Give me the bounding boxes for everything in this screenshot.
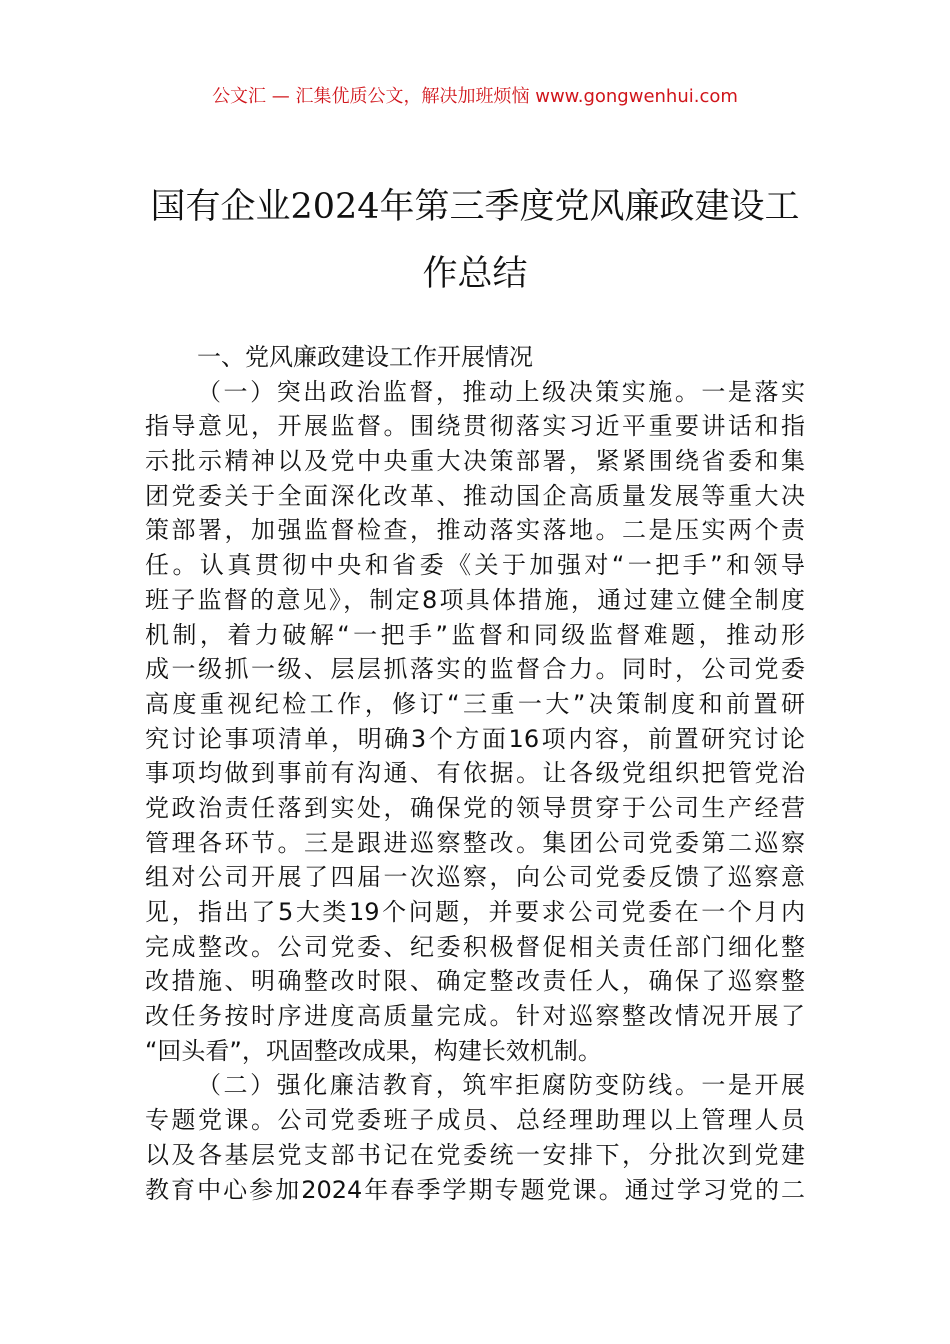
text-line: 见，指出了5大类19个问题，并要求公司党委在一个月内 <box>145 898 805 926</box>
text-line: （二）强化廉洁教育，筑牢拒腐防变防线。一是开展 <box>197 1071 805 1100</box>
text-line: 事项均做到事前有沟通、有依据。让各级党组织把管党治 <box>145 759 805 788</box>
text-line: 以及各基层党支部书记在党委统一安排下，分批次到党建 <box>145 1140 805 1169</box>
text-line: 完成整改。公司党委、纪委积极督促相关责任部门细化整 <box>145 932 805 961</box>
text-line: 党政治责任落到实处，确保党的领导贯穿于公司生产经营 <box>145 793 805 822</box>
text-line: 团党委关于全面深化改革、推动国企高质量发展等重大决 <box>145 481 805 510</box>
text-line: 成一级抓一级、层层抓落实的监督合力。同时，公司党委 <box>145 655 805 684</box>
text-line: 管理各环节。三是跟进巡察整改。集团公司党委第二巡察 <box>145 828 805 857</box>
section-heading: 一、党风廉政建设工作开展情况 <box>197 343 533 371</box>
watermark-header: 公文汇 — 汇集优质公文，解决加班烦恼 www.gongwenhui.com <box>212 86 738 107</box>
text-line: 策部署，加强监督检查，推动落实落地。二是压实两个责 <box>145 516 805 545</box>
paragraph <box>145 375 805 1069</box>
text-line: 教育中心参加2024年春季学期专题党课。通过学习党的二 <box>145 1175 805 1204</box>
text-line: 专题党课。公司党委班子成员、总经理助理以上管理人员 <box>145 1106 805 1135</box>
title-line: 作总结 <box>422 254 528 294</box>
text-line: 究讨论事项清单，明确3个方面16项内容，前置研究讨论 <box>145 724 805 753</box>
text-line: 改任务按时序进度高质量完成。针对巡察整改情况开展了 <box>145 1002 805 1031</box>
text-line: 组对公司开展了四届一次巡察，向公司党委反馈了巡察意 <box>145 863 805 892</box>
text-line: 班子监督的意见》，制定8项具体措施，通过建立健全制度 <box>145 585 805 614</box>
text-line: 改措施、明确整改时限、确定整改责任人，确保了巡察整 <box>145 967 805 996</box>
text-line: “回头看”，巩固整改成果，构建长效机制。 <box>145 1036 602 1065</box>
title-line: 国有企业2024年第三季度党风廉政建设工 <box>150 187 800 227</box>
text-line: 指导意见，开展监督。围绕贯彻落实习近平重要讲话和指 <box>145 412 805 441</box>
document-body <box>145 340 805 1207</box>
text-line: 高度重视纪检工作，修订“三重一大”决策制度和前置研 <box>145 689 805 718</box>
paragraphs <box>145 375 805 1208</box>
text-line: 机制，着力破解“一把手”监督和同级监督难题，推动形 <box>145 620 805 649</box>
text-line: 任。认真贯彻中央和省委《关于加强对“一把手”和领导 <box>145 551 805 580</box>
text-line: 示批示精神以及党中央重大决策部署，紧紧围绕省委和集 <box>145 447 805 476</box>
document-title <box>140 174 810 308</box>
text-line: （一）突出政治监督，推动上级决策实施。一是落实 <box>197 377 805 406</box>
paragraph <box>145 1068 805 1207</box>
